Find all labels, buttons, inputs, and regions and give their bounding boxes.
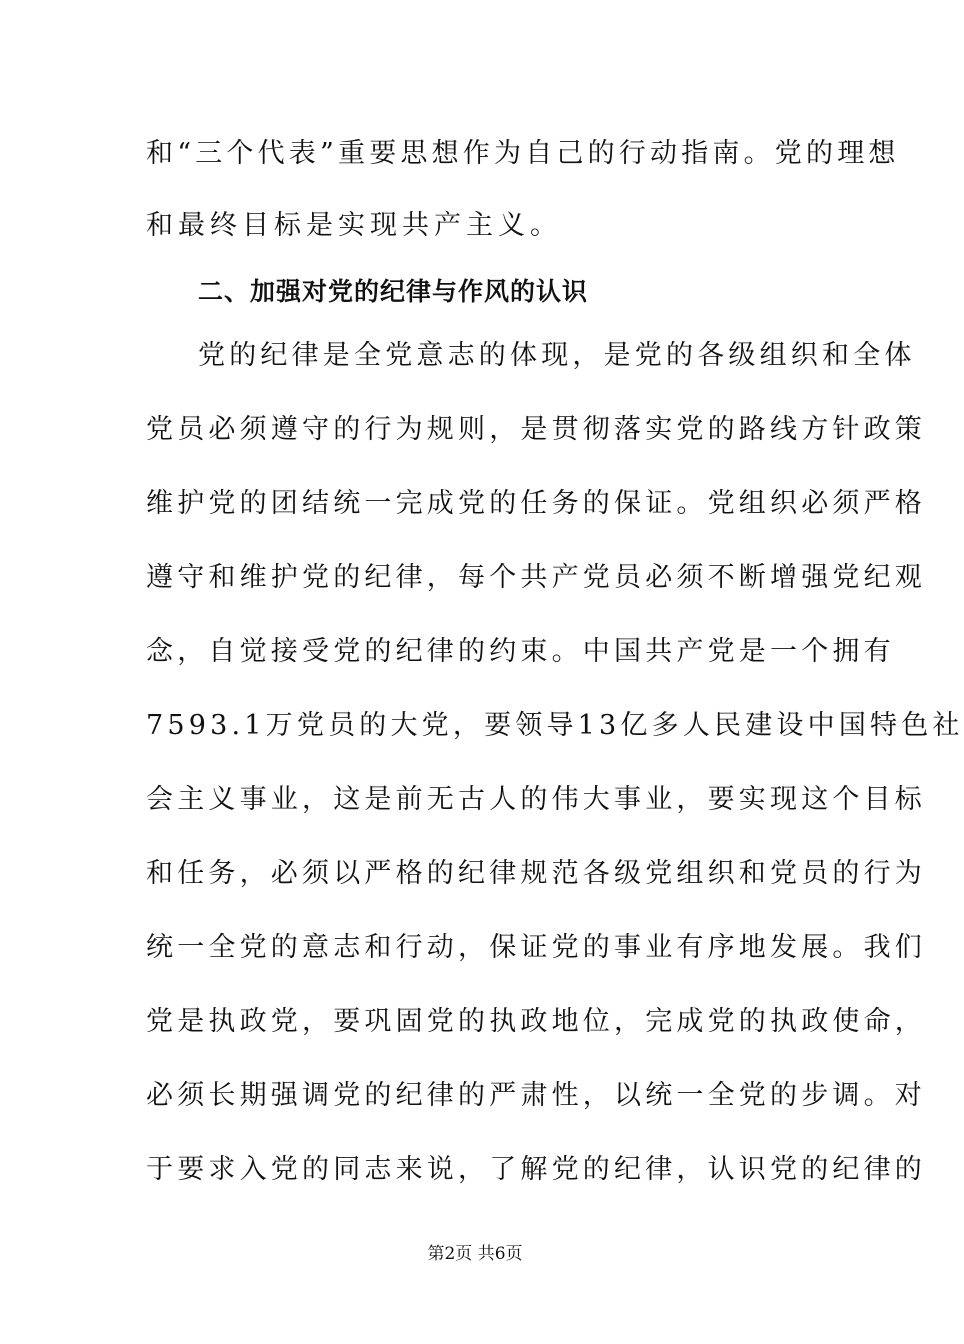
paragraph-1-line-2: 和最终目标是实现共产主义。 bbox=[146, 210, 562, 241]
paragraph-2-line-9: 统一全党的意志和行动，保证党的事业有序地发展。我们 bbox=[146, 932, 926, 963]
paragraph-2-line-1: 党的纪律是全党意志的体现，是党的各级组织和全体 bbox=[198, 340, 916, 371]
paragraph-2-line-12: 于要求入党的同志来说，了解党的纪律，认识党的纪律的 bbox=[146, 1154, 926, 1185]
paragraph-2-line-6: 7593.1万党员的大党，要领导13亿多人民建设中国特色社 bbox=[146, 710, 964, 741]
section-heading: 二、加强对党的纪律与作风的认识 bbox=[198, 277, 589, 306]
paragraph-2-line-3: 维护党的团结统一完成党的任务的保证。党组织必须严格 bbox=[146, 488, 926, 519]
paragraph-2-line-7: 会主义事业，这是前无古人的伟大事业，要实现这个目标 bbox=[146, 784, 926, 815]
paragraph-2-line-2: 党员必须遵守的行为规则，是贯彻落实党的路线方针政策 bbox=[146, 414, 926, 445]
paragraph-2-line-8: 和任务，必须以严格的纪律规范各级党组织和党员的行为 bbox=[146, 858, 926, 889]
paragraph-2-line-4: 遵守和维护党的纪律，每个共产党员必须不断增强党纪观 bbox=[146, 562, 926, 593]
paragraph-1-line-1: 和“三个代表”重要思想作为自己的行动指南。党的理想 bbox=[146, 138, 900, 169]
page-number-footer: 第2页 共6页 bbox=[427, 1244, 523, 1264]
paragraph-2-line-11: 必须长期强调党的纪律的严肃性，以统一全党的步调。对 bbox=[146, 1080, 926, 1111]
paragraph-2-line-5: 念，自觉接受党的纪律的约束。中国共产党是一个拥有 bbox=[146, 636, 895, 667]
paragraph-2-line-10: 党是执政党，要巩固党的执政地位，完成党的执政使命， bbox=[146, 1006, 926, 1037]
